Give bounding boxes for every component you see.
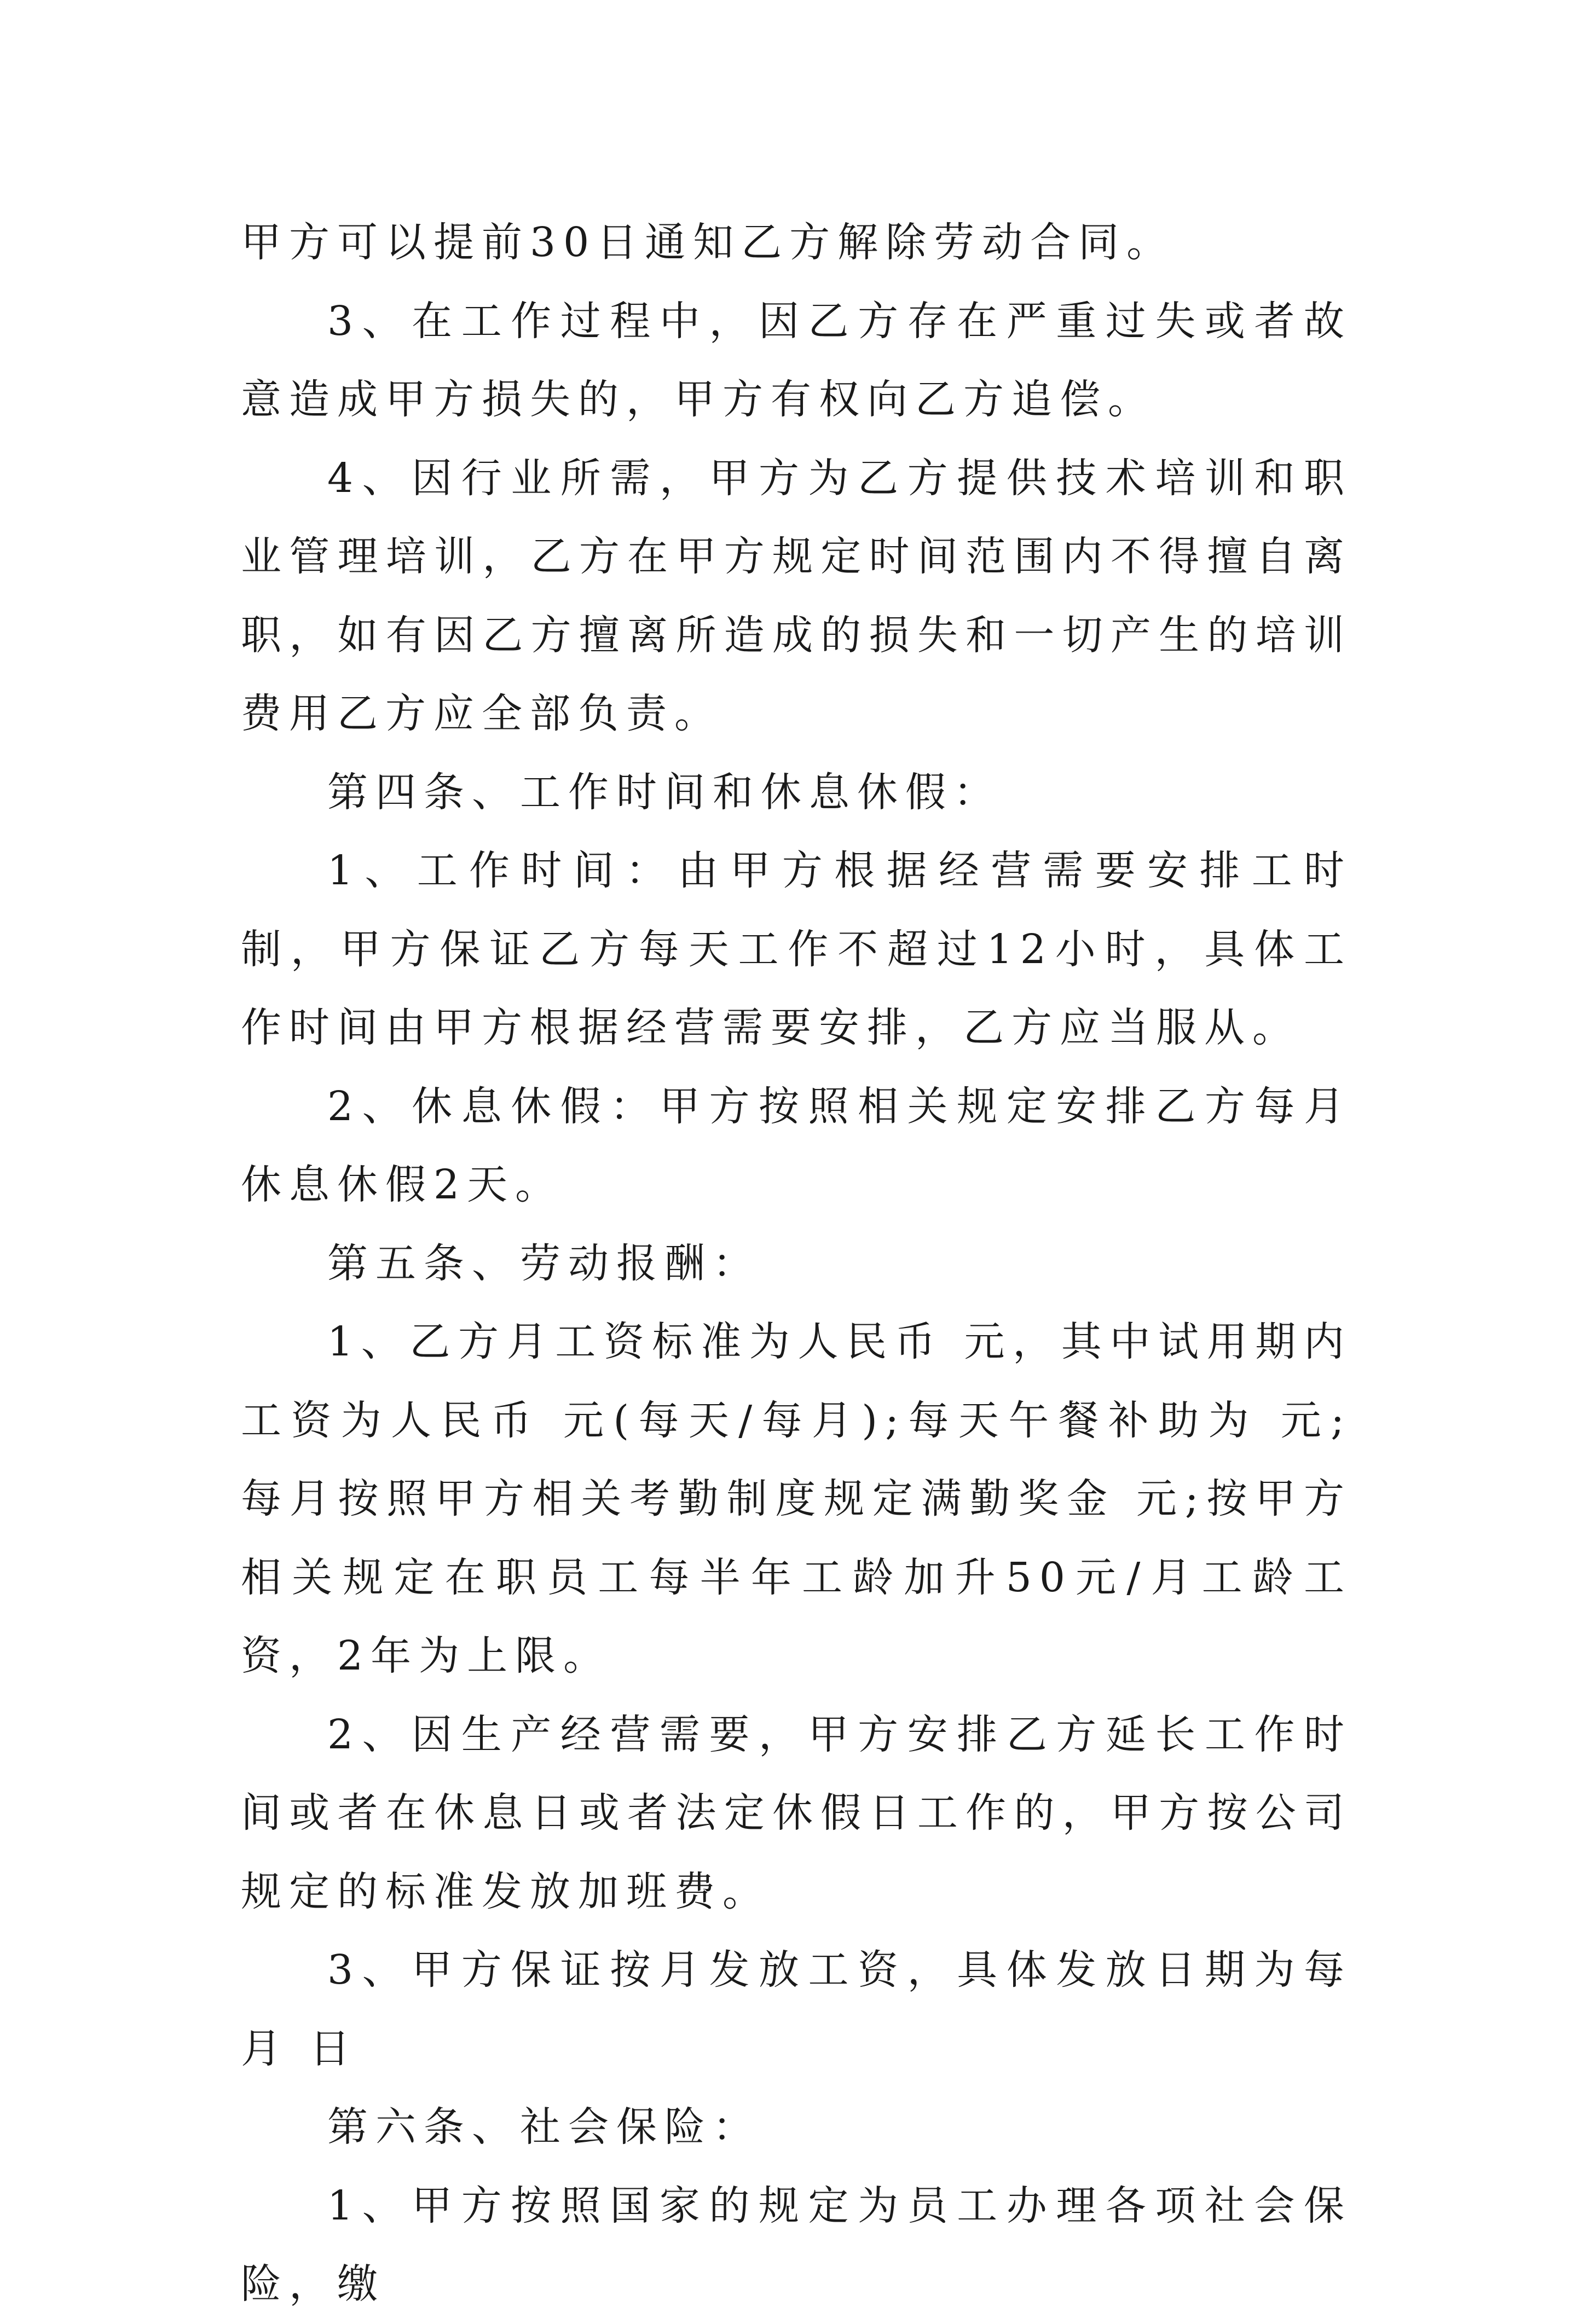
section-heading-work-hours: 第四条、工作时间和休息休假： [327, 768, 1002, 816]
paragraph-social-insurance: 1、甲方按照国家的规定为员工办理各项社会保险，缴 [241, 2182, 1352, 2308]
paragraph-monthly-wage: 1、乙方月工资标准为人民币 元，其中试用期内工资为人民币 元(每天/每月);每天午餐补助为 元;每月按照甲方相关考勤制度规定满勤奖金 元;按甲方相关规定在职员工每半年工龄加升50元/月工龄工资，2年为上限。 [241, 1318, 1352, 1679]
paragraph-overtime-pay: 2、因生产经营需要，甲方安排乙方延长工作时间或者在休息日或者法定休假日工作的，甲方按公司规定的标准发放加班费。 [241, 1711, 1352, 1915]
document-body [241, 204, 1352, 2324]
paragraph-rest-leave: 2、休息休假：甲方按照相关规定安排乙方每月休息休假2天。 [241, 1082, 1352, 1208]
paragraph-termination-notice: 甲方可以提前30日通知乙方解除劳动合同。 [241, 219, 1175, 266]
section-heading-remuneration: 第五条、劳动报酬： [327, 1239, 761, 1287]
paragraph-payment-date: 3、甲方保证按月发放工资，具体发放日期为每月 日 [241, 1946, 1352, 2072]
paragraph-work-time: 1、工作时间：由甲方根据经营需要安排工时制，甲方保证乙方每天工作不超过12小时，具体工作时间由甲方根据经营需要安排，乙方应当服从。 [241, 847, 1352, 1051]
paragraph-compensation-clause: 3、在工作过程中，因乙方存在严重过失或者故意造成甲方损失的，甲方有权向乙方追偿。 [241, 297, 1352, 423]
paragraph-training-clause: 4、因行业所需，甲方为乙方提供技术培训和职业管理培训，乙方在甲方规定时间范围内不得擅自离职，如有因乙方擅离所造成的损失和一切产生的培训费用乙方应全部负责。 [241, 454, 1352, 737]
section-heading-social-insurance: 第六条、社会保险： [327, 2103, 761, 2151]
